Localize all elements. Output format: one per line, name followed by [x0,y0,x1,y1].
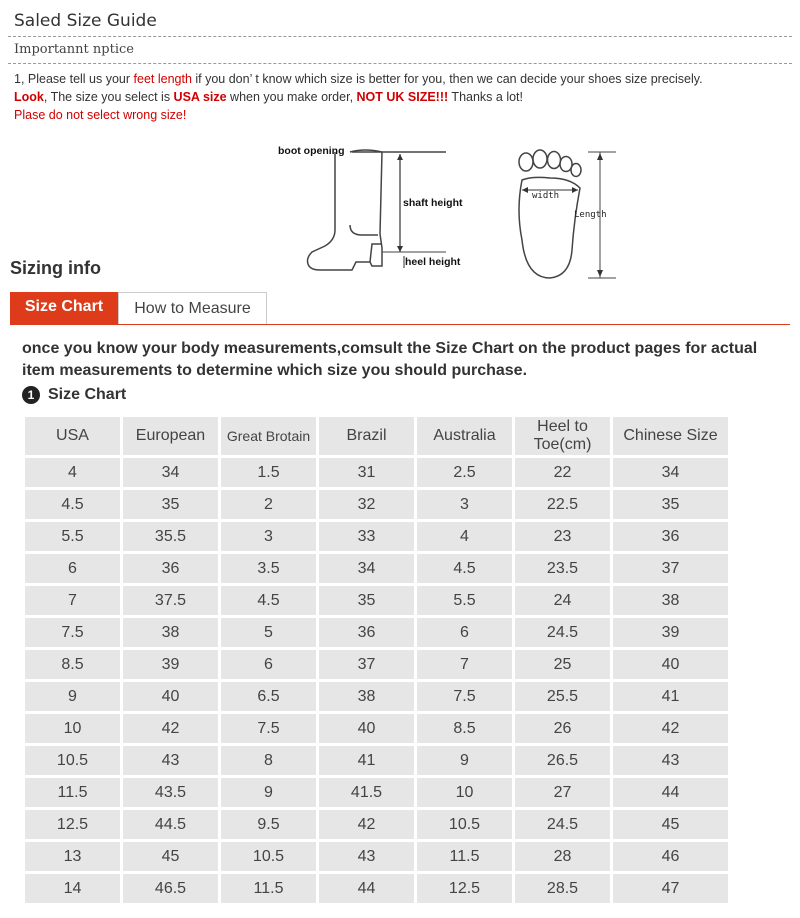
table-cell: 42 [123,714,218,743]
table-cell: 13 [25,842,120,871]
table-cell: 39 [123,650,218,679]
table-row [25,714,728,743]
table-cell: 24 [515,586,610,615]
size-chart-label: Size Chart [48,386,127,404]
table-row [25,586,728,615]
table-cell: 14 [25,874,120,903]
table-cell: 36 [123,554,218,583]
table-cell: 47 [613,874,728,903]
table-cell: 7.5 [25,618,120,647]
table-cell: 23 [515,522,610,551]
table-cell: 35 [319,586,414,615]
table-cell: 2.5 [417,458,512,487]
table-cell: 10.5 [25,746,120,775]
table-cell: 43 [123,746,218,775]
tab-underline [10,324,790,325]
divider [8,63,792,64]
table-cell: 42 [613,714,728,743]
table-cell: 34 [123,458,218,487]
table-cell: 7 [25,586,120,615]
table-cell: 4 [25,458,120,487]
table-cell: 25.5 [515,682,610,711]
table-cell: 35 [613,490,728,519]
table-cell: 40 [123,682,218,711]
feet-length-highlight: feet length [133,72,192,86]
table-cell: 4.5 [221,586,316,615]
notice-text: if you don’ t know which size is better for you, then we can decide your shoes size precisely. [191,72,703,86]
look-highlight: Look [14,90,44,104]
notice-line-2 [14,90,523,104]
sizing-info-heading: Sizing info [10,258,101,278]
table-cell: 46 [613,842,728,871]
col-header-chinese-size: Chinese Size [613,417,728,455]
table-cell: 4 [417,522,512,551]
table-cell: 38 [123,618,218,647]
measurement-diagram [270,140,630,285]
table-cell: 8.5 [417,714,512,743]
table-cell: 35.5 [123,522,218,551]
table-cell: 23.5 [515,554,610,583]
table-cell: 11.5 [417,842,512,871]
table-row [25,490,728,519]
table-cell: 10 [25,714,120,743]
table-cell: 3.5 [221,554,316,583]
table-cell: 41.5 [319,778,414,807]
table-cell: 38 [613,586,728,615]
notice-text: , The size you select is [43,90,174,104]
table-cell: 34 [319,554,414,583]
page-title: Saled Size Guide [14,11,157,31]
table-cell: 4.5 [25,490,120,519]
table-cell: 10.5 [221,842,316,871]
notice-heading: Importannt nptice [14,42,134,57]
table-cell: 28 [515,842,610,871]
table-body [25,458,728,903]
table-cell: 24.5 [515,810,610,839]
table-cell: 44.5 [123,810,218,839]
table-cell: 7.5 [417,682,512,711]
table-cell: 1.5 [221,458,316,487]
table-row [25,554,728,583]
size-chart-table [22,414,731,906]
table-cell: 3 [417,490,512,519]
step-number-badge: 1 [22,386,40,404]
intro-text: once you know your body measurements,comsult the Size Chart on the product pages for actual item measurements to determine which size you should purchase. [22,340,758,379]
notice-line-1 [14,72,703,86]
table-cell: 9.5 [221,810,316,839]
table-cell: 45 [613,810,728,839]
table-cell: 11.5 [25,778,120,807]
col-header-european: European [123,417,218,455]
size-chart-heading [22,386,126,406]
table-cell: 6 [417,618,512,647]
table-cell: 6 [25,554,120,583]
table-cell: 9 [221,778,316,807]
width-label: width [532,191,560,201]
shaft-height-label: shaft height [403,197,463,209]
table-cell: 37 [319,650,414,679]
table-cell: 36 [319,618,414,647]
table-cell: 41 [319,746,414,775]
table-cell: 26.5 [515,746,610,775]
table-cell: 4.5 [417,554,512,583]
table-cell: 25 [515,650,610,679]
table-cell: 32 [319,490,414,519]
table-cell: 6 [221,650,316,679]
table-cell: 35 [123,490,218,519]
notice-text: 1, Please tell us your [14,72,134,86]
table-cell: 12.5 [417,874,512,903]
table-cell: 6.5 [221,682,316,711]
length-label: Length [574,210,607,220]
table-cell: 44 [613,778,728,807]
table-cell: 5.5 [417,586,512,615]
table-cell: 11.5 [221,874,316,903]
divider [8,36,792,37]
table-cell: 5 [221,618,316,647]
table-cell: 5.5 [25,522,120,551]
table-cell: 40 [613,650,728,679]
table-row [25,618,728,647]
table-cell: 27 [515,778,610,807]
table-cell: 44 [319,874,414,903]
table-cell: 42 [319,810,414,839]
table-cell: 12.5 [25,810,120,839]
boot-opening-label: boot opening [278,145,345,157]
table-cell: 41 [613,682,728,711]
notice-text: when you make order, [226,90,357,104]
table-row [25,522,728,551]
not-uk-size-highlight: NOT UK SIZE!!! [356,90,449,104]
table-row [25,778,728,807]
usa-size-highlight: USA size [173,90,227,104]
notice-line-3: Plase do not select wrong size! [14,108,187,122]
table-cell: 46.5 [123,874,218,903]
table-row [25,458,728,487]
col-header-great-britain: Great Brotain [221,417,316,455]
table-cell: 3 [221,522,316,551]
table-cell: 22 [515,458,610,487]
table-cell: 39 [613,618,728,647]
foot-illustration [519,150,581,278]
table-cell: 36 [613,522,728,551]
table-cell: 8.5 [25,650,120,679]
table-row [25,810,728,839]
table-cell: 7.5 [221,714,316,743]
tab-how-to-measure[interactable]: How to Measure [118,292,267,324]
table-cell: 37 [613,554,728,583]
boot-illustration [308,150,383,270]
notice-text: Thanks a lot! [448,90,523,104]
col-header-heel-to-toe: Heel to Toe(cm) [515,417,610,455]
table-cell: 9 [25,682,120,711]
table-cell: 38 [319,682,414,711]
col-header-brazil: Brazil [319,417,414,455]
table-row [25,842,728,871]
table-cell: 10.5 [417,810,512,839]
table-cell: 7 [417,650,512,679]
table-cell: 26 [515,714,610,743]
table-cell: 40 [319,714,414,743]
table-cell: 43 [613,746,728,775]
table-cell: 24.5 [515,618,610,647]
table-cell: 31 [319,458,414,487]
table-cell: 43 [319,842,414,871]
table-cell: 45 [123,842,218,871]
table-cell: 34 [613,458,728,487]
table-cell: 37.5 [123,586,218,615]
table-cell: 22.5 [515,490,610,519]
table-header-row [25,417,728,455]
table-cell: 43.5 [123,778,218,807]
table-row [25,874,728,903]
table-row [25,682,728,711]
col-header-usa: USA [25,417,120,455]
table-cell: 2 [221,490,316,519]
tab-size-chart[interactable]: Size Chart [10,292,118,324]
table-row [25,650,728,679]
table-cell: 33 [319,522,414,551]
col-header-australia: Australia [417,417,512,455]
table-cell: 10 [417,778,512,807]
table-cell: 28.5 [515,874,610,903]
table-cell: 8 [221,746,316,775]
table-cell: 9 [417,746,512,775]
heel-height-label: heel height [405,256,461,268]
table-row [25,746,728,775]
